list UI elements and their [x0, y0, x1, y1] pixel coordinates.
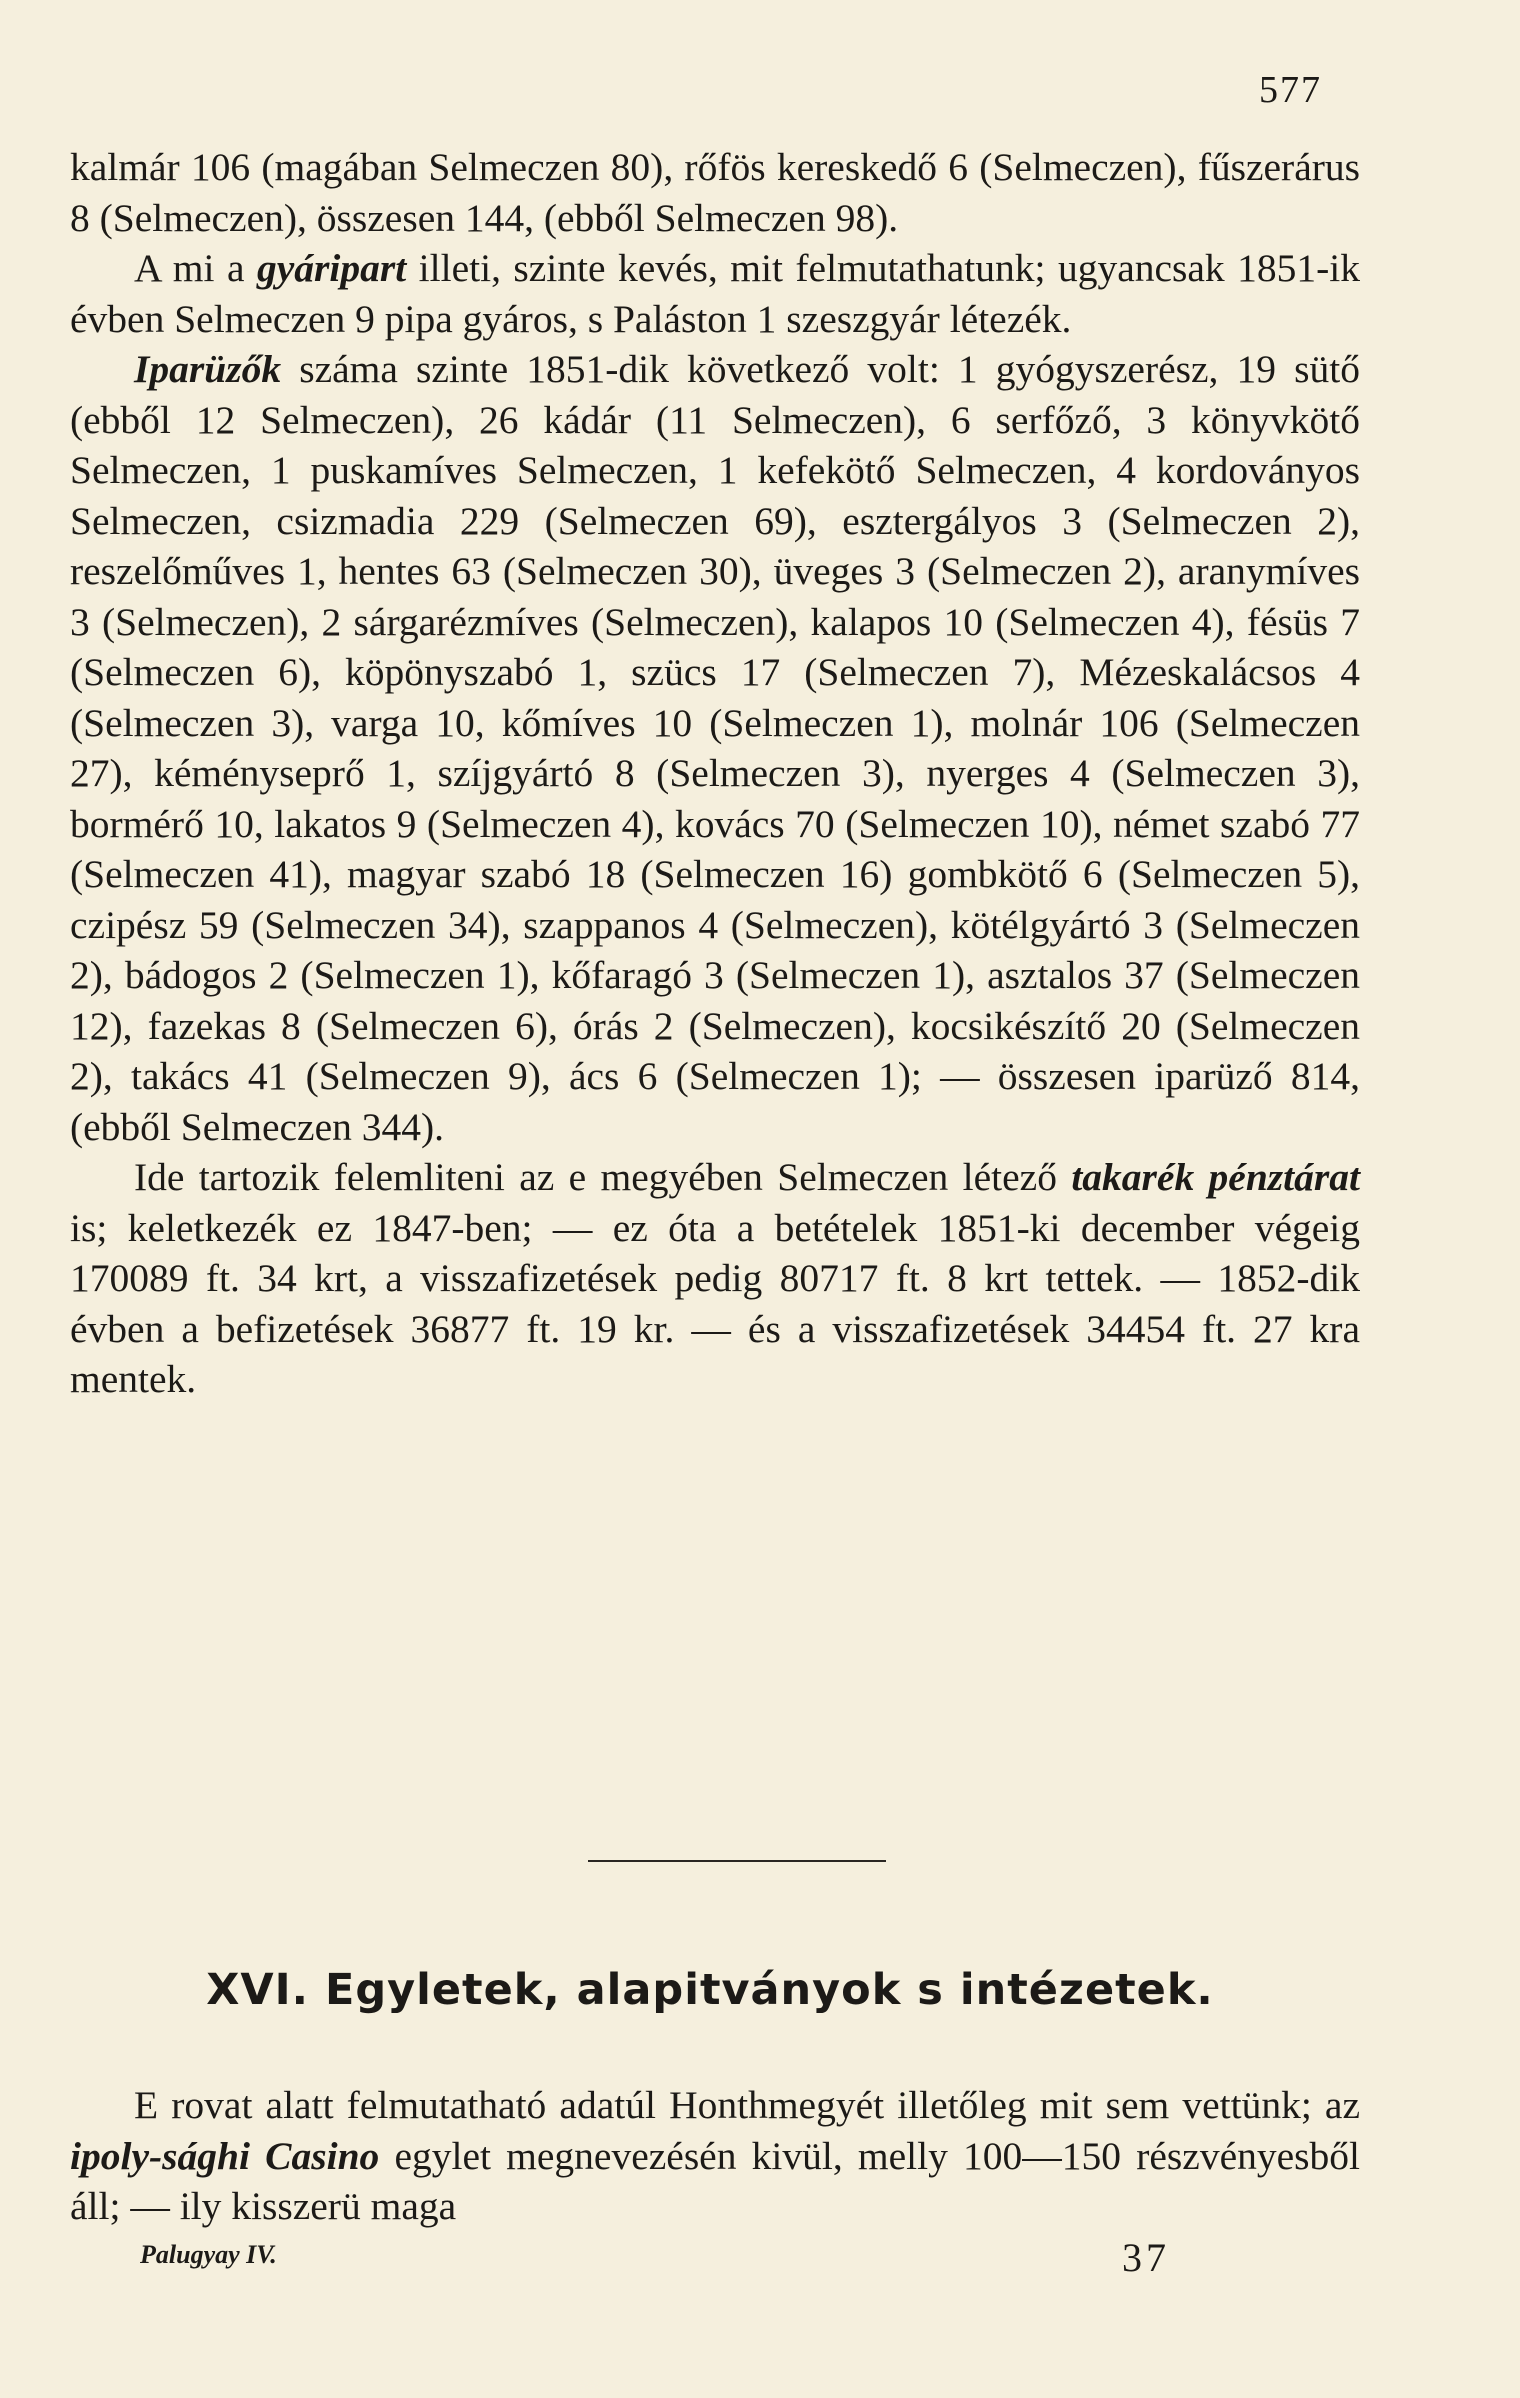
text-run: E rovat alatt felmutatható adatúl Honthmegyét illetőleg mit sem vettünk; az: [134, 2083, 1360, 2127]
paragraph: [70, 243, 1360, 344]
emphasized-term: Iparüzők: [134, 347, 282, 391]
body-text-bottom: [70, 2080, 1360, 2232]
emphasized-term: takarék pénztárat: [1071, 1155, 1360, 1199]
text-run: száma szinte 1851-dik következő volt: 1 gyógyszerész, 19 sütő (ebből 12 Selmeczen), 26 kádár (11 Selmeczen), 6 serfőző, 3 könyvkötő Selmeczen, 1 puskamíves Selmeczen, 1 kefekötő Selmeczen, 4 kordoványos Selmeczen, csizmadia 229 (Selmeczen 69), esztergályos 3 (Selmeczen 2), reszelőműves 1, hentes 63 (Selmeczen 30), üveges 3 (Selmeczen 2), aranymíves 3 (Selmeczen), 2 sárgarézmíves (Selmeczen), kalapos 10 (Selmeczen 4), fésüs 7 (Selmeczen 6), köpönyszabó 1, szücs 17 (Selmeczen 7), Mézeskalácsos 4 (Selmeczen 3), varga 10, kőmíves 10 (Selmeczen 1), molnár 106 (Selmeczen 27), kéményseprő 1, szíjgyártó 8 (Selmeczen 3), nyerges 4 (Selmeczen 3), bormérő 10, lakatos 9 (Selmeczen 4), kovács 70 (Selmeczen 10), német szabó 77 (Selmeczen 41), magyar szabó 18 (Selmeczen 16) gombkötő 6 (Selmeczen 5), czipész 59 (Selmeczen 34), szappanos 4 (Selmeczen), kötélgyártó 3 (Selmeczen 2), bádogos 2 (Selmeczen 1), kőfaragó 3 (Selmeczen 1), asztalos 37 (Selmeczen 12), fazekas 8 (Selmeczen 6), órás 2 (Selmeczen), kocsikészítő 20 (Selmeczen 2), takács 41 (Selmeczen 9), ács 6 (Selmeczen 1); — összesen iparüző 814, (ebből Selmeczen 344).: [70, 347, 1360, 1149]
section-divider: [588, 1860, 886, 1862]
emphasized-term: gyáripart: [256, 246, 407, 290]
paragraph: [70, 142, 1360, 243]
section-heading: XVI. Egyletek, alapitványok s intézetek.: [206, 1965, 1214, 2015]
paragraph: [70, 2080, 1360, 2232]
page-number: 577: [1259, 69, 1322, 111]
text-run: illeti, szinte kevés, mit felmutathatunk; ugyancsak 1851-ik évben Selmeczen 9 pipa gyáros, s Paláston 1 szeszgyár létezék.: [70, 246, 1361, 341]
printer-signature: Palugyay IV.: [140, 2240, 277, 2269]
text-run: is; keletkezék ez 1847-ben; — ez óta a betételek 1851-ki december végeig 170089 ft. 34 krt, a visszafizetések pedig 80717 ft. 8 krt tettek. — 1852-dik évben a befizetések 36877 ft. 19 kr. — és a visszafizetések 34454 ft. 27 kra mentek.: [70, 1205, 1360, 1401]
body-text-top: [70, 142, 1360, 1405]
emphasized-term: ipoly-sághi Casino: [70, 2133, 380, 2178]
text-run: egylet megnevezésén kivül, melly 100—150 részvényesből áll; — ily kisszerü maga: [70, 2133, 1360, 2228]
text-run: kalmár 106 (magában Selmeczen 80), rőfös kereskedő 6 (Selmeczen), fűszerárus 8 (Selmeczen), összesen 144, (ebből Selmeczen 98).: [70, 145, 1360, 240]
text-run: A mi a: [134, 246, 257, 290]
paragraph: [70, 1152, 1360, 1405]
text-run: Ide tartozik felemliteni az e megyében Selmeczen létező: [134, 1155, 1072, 1199]
sheet-number: 37: [1122, 2235, 1170, 2280]
paragraph: [70, 344, 1360, 1152]
